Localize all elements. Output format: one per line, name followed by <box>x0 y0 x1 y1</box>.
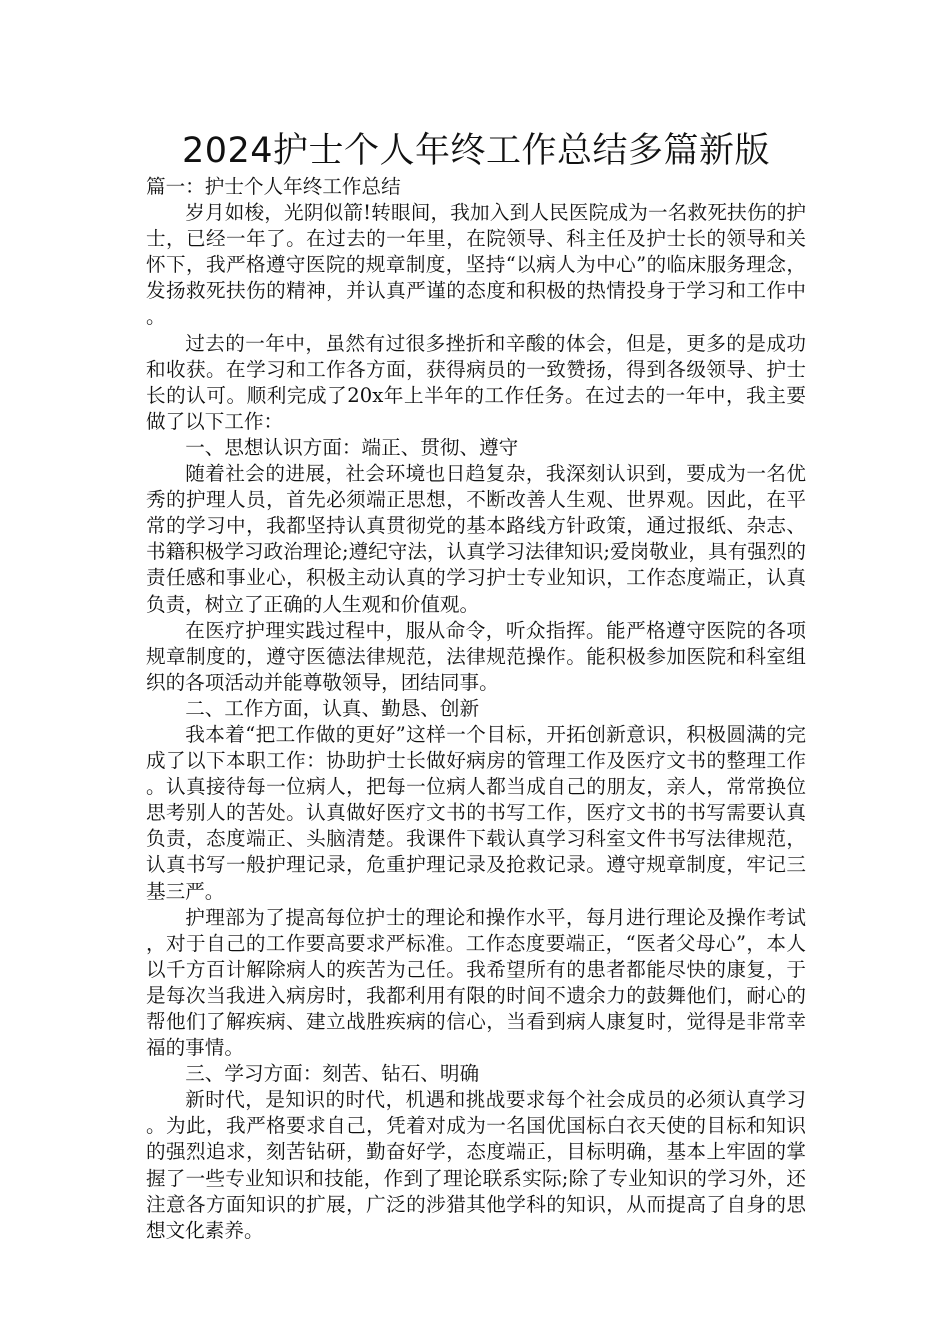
subheading-thinking: 一、思想认识方面：端正、贯彻、遵守 <box>185 435 519 459</box>
paragraph: 护理部为了提高每位护士的理论和操作水平，每月进行理论及操作考试，对于自己的工作要高要求严标准。工作态度要端正，“医者父母心”，本人以千方百计解除病人的疾苦为己任。我希望所有的患者都能尽快的康复，于是每次当我进入病房时，我都利用有限的时间不遗余力的鼓舞他们，耐心的帮他们了解疾病、建立战胜疾病的信心，当看到病人康复时，觉得是非常幸福的事情。 <box>146 905 806 1060</box>
section-heading: 篇一：护士个人年终工作总结 <box>146 175 401 198</box>
paragraph: 随着社会的进展，社会环境也日趋复杂，我深刻认识到，要成为一名优秀的护理人员，首先必须端正思想，不断改善人生观、世界观。因此，在平常的学习中，我都坚持认真贯彻党的基本路线方针政策，通过报纸、杂志、书籍积极学习政治理论;遵纪守法，认真学习法律知识;爱岗敬业，具有强烈的责任感和事业心，积极主动认真的学习护士专业知识，工作态度端正，认真负责，树立了正确的人生观和价值观。 <box>146 462 806 616</box>
subheading-work: 二、工作方面，认真、勤恳、创新 <box>185 696 480 720</box>
document-page <box>146 128 806 1244</box>
document-title: 2024护士个人年终工作总结多篇新版 <box>181 131 771 171</box>
subheading-study: 三、学习方面：刻苦、钻石、明确 <box>185 1062 480 1086</box>
paragraph: 在医疗护理实践过程中，服从命令，听众指挥。能严格遵守医院的各项规章制度的，遵守医德法律规范，法律规范操作。能积极参加医院和科室组织的各项活动并能尊敬领导，团结同事。 <box>146 618 806 694</box>
paragraph: 岁月如梭，光阴似箭!转眼间，我加入到人民医院成为一名救死扶伤的护士，已经一年了。在过去的一年里，在院领导、科主任及护士长的领导和关怀下，我严格遵守医院的规章制度，坚持“以病人为中心”的临床服务理念，发扬救死扶伤的精神，并认真严谨的态度和积极的热情投身于学习和工作中。 <box>146 201 806 329</box>
paragraph: 过去的一年中，虽然有过很多挫折和辛酸的体会，但是，更多的是成功和收获。在学习和工作各方面，获得病员的一致赞扬，得到各级领导、护士长的认可。顺利完成了20x年上半年的工作任务。在过去的一年中，我主要做了以下工作： <box>146 331 806 433</box>
paragraph: 我本着“把工作做的更好”这样一个目标，开拓创新意识，积极圆满的完成了以下本职工作：协助护士长做好病房的管理工作及医疗文书的整理工作。认真接待每一位病人，把每一位病人都当成自己的朋友，亲人，常常换位思考别人的苦处。认真做好医疗文书的书写工作，医疗文书的书写需要认真负责，态度端正、头脑清楚。我课件下载认真学习科室文件书写法律规范，认真书写一般护理记录，危重护理记录及抢救记录。遵守规章制度，牢记三基三严。 <box>146 722 806 903</box>
paragraph: 新时代，是知识的时代，机遇和挑战要求每个社会成员的必须认真学习。为此，我严格要求自己，凭着对成为一名国优国标白衣天使的目标和知识的强烈追求，刻苦钻研，勤奋好学，态度端正，目标明确，基本上牢固的掌握了一些专业知识和技能，作到了理论联系实际;除了专业知识的学习外，还注意各方面知识的扩展，广泛的涉猎其他学科的知识，从而提高了自身的思想文化素养。 <box>146 1088 806 1242</box>
document-body <box>146 174 806 1244</box>
